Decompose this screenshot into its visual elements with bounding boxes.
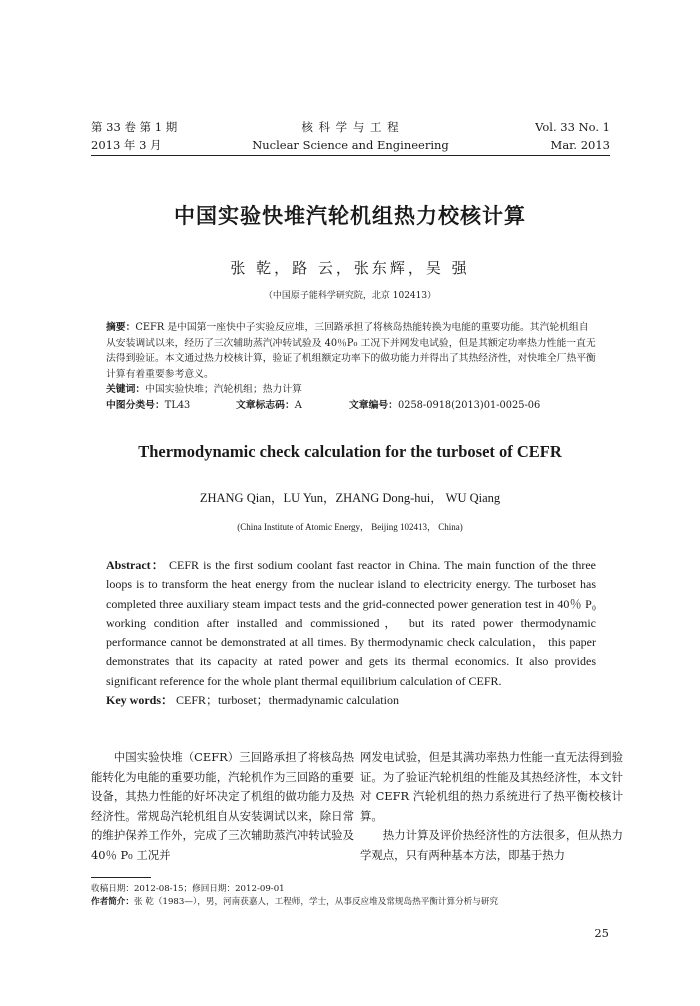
footnote-author-bio: 作者简介：张 乾（1983—），男，河南获嘉人，工程师，学士，从事反应堆及常规岛热平衡计算分析与研究 — [91, 897, 499, 907]
article-number: 文章编号：0258-0918(2013)01-0025-06 — [349, 399, 541, 411]
authors-cn: 张 乾，路 云，张东辉，吴 强 — [230, 259, 470, 277]
paper-title-cn: 中国实验快堆汽轮机组热力校核计算 — [174, 204, 526, 228]
body-column-left — [91, 748, 354, 865]
header-divider — [91, 155, 610, 156]
clc-code: 中图分类号：TL43 — [106, 399, 191, 411]
body-paragraph: 热力计算及评价热经济性的方法很多，但从热力学观点，只有两种基本方法，即基于热力 — [360, 828, 623, 862]
footnote-divider — [91, 877, 151, 878]
header-volume-en: Vol. 33 No. 1 Mar. 2013 — [535, 120, 610, 152]
page-number: 25 — [594, 926, 609, 940]
body-column-right — [360, 748, 623, 865]
footnote-received-date: 收稿日期：2012-08-15；修回日期：2012-09-01 — [91, 884, 285, 894]
affiliation-cn: （中国原子能科学研究院，北京 102413） — [263, 291, 437, 301]
keywords-cn: 关键词：中国实验快堆；汽轮机组；热力计算 — [106, 384, 302, 395]
authors-en: ZHANG Qian，LU Yun，ZHANG Dong-hui， WU Qiang — [199, 491, 501, 505]
body-paragraph: 中国实验快堆（CEFR）三回路承担了将核岛热能转化为电能的重要功能，汽轮机作为三回路的重要设备，其热力性能的好坏决定了机组的做功能力及热经济性。常规岛汽轮机组自从安装调试以来，除日常的维护保养工作外，完成了三次辅助蒸汽冲转试验及 40％ P₀ 工况并 — [91, 750, 354, 862]
abstract-en-body: Abstract： CEFR is the first sodium coolant fast reactor in China. The main function of the three loops is to transform the heat energy from the nuclear island to electricity energy. The turboset has completed three auxiliary steam impact tests and the grid-connected power generation test in 40％ P₀ working condition after installed and commissioned， but its rated power thermodynamic performance cannot be demonstrated at all times. By thermodynamic check calculation， this paper demonstrates that its capacity at rated power and gets its thermal economics. It also provides significant reference for the whole plant thermal equilibrium calculation of CEFR. — [106, 558, 597, 688]
keywords-en: Key words： CEFR；turboset；thermadynamic calculation — [106, 693, 399, 708]
body-paragraph: 网发电试验，但是其满功率热力性能一直无法得到验证。为了验证汽轮机组的性能及其热经济性，本文针对 CEFR 汽轮机组的热力系统进行了热平衡校核计算。 — [360, 750, 623, 823]
document-code: 文章标志码：A — [236, 399, 302, 411]
affiliation-en: (China Institute of Atomic Energy， Beijing 102413， China) — [237, 522, 463, 532]
abstract-cn — [106, 320, 596, 413]
abstract-en — [106, 556, 596, 710]
abstract-cn-body: 摘要：CEFR 是中国第一座快中子实验反应堆，三回路承担了将核岛热能转换为电能的重要功能。其汽轮机组自从安装调试以来，经历了三次辅助蒸汽冲转试验及 40％P₀ 工况下并网发电试验，但是其额定功率热力性能一直无法得到验证。本文通过热力校核计算，验证了机组额定功率下的做功能力并得出了其热经济性，对快堆全厂热平衡计算有着重要参考意义。 — [106, 322, 596, 380]
header-volume-cn: 第 33 卷 第 1 期 2013 年 3 月 — [91, 120, 178, 152]
paper-title-en: Thermodynamic check calculation for the turboset of CEFR — [138, 442, 562, 461]
header-journal: 核 科 学 与 工 程 Nuclear Science and Engineering — [252, 120, 449, 152]
classification-row — [106, 398, 596, 414]
